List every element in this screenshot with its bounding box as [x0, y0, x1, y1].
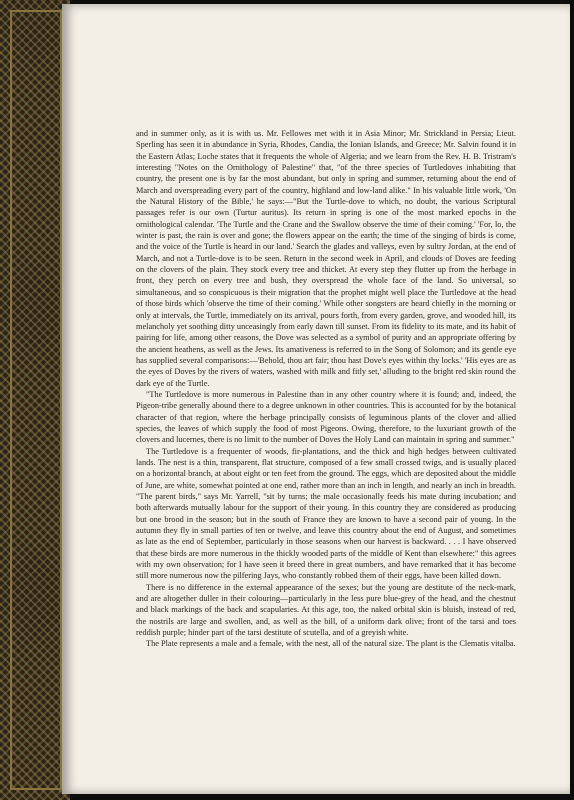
paragraph-5: The Plate represents a male and a female, with the nest, all of the natural size. The plant is the Clematis vitalba. — [146, 639, 516, 649]
binding-border — [10, 10, 62, 790]
paragraph-4: There is no difference in the external appearance of the sexes; but the young are destitute of the neck-mark, and are altogether duller in their colouring—particularly in the less pure blue-grey of the head, and the chestnut and black markings of the back and scapularies. At this age, too, the naked orbital skin is bluish, instead of red, the nostrils are large and swollen, and, as well as the bill, of a uniform dark olive; front of the tarsi and toes reddish purple; hinder part of the tarsi destitute of scutella, and of a greyish white. — [136, 582, 516, 638]
paragraph-1: and in summer only, as it is with us. Mr. Fellowes met with it in Asia Minor; Mr. Strickland in Persia; Lieut. Sperling has seen it in abundance in Syria, Rhodes, Candia, the Ionian Islands, and Greece; Mr. Salvin found it in the Eastern Atlas; Loche states that it frequents the whole of Algeria; and we learn from the Rev. H. B. Tristram's interesting "Notes on the Ornithology of Palestine" that, "of the three species of Turtledoves inhabiting that country, the present one is by far the most abundant, but only in spring and summer, returning about the end of March and overspreading every part of the country, highland and low-land alike." In his valuable little work, 'On the Natural History of the Bible,' he says:—"But the Turtle-dove to which, no doubt, the various Scriptural passages refer is our own (Turtur auritus). Its return in spring is one of the most marked epochs in the ornithological calendar. 'The Turtle and the Crane and the Swallow observe the time of their coming.' 'For, lo, the winter is past, the rain is over and gone; the flowers appear on the earth; the time of the singing of birds is come, and the voice of the Turtle is heard in our land.' Search the glades and valleys, even by sultry Jordan, at the end of March, and not a Turtle-dove is to be seen. Return in the second week in April, and clouds of Doves are feeding on the clovers of the plain. They stock every tree and thicket. At every step they flutter up from the herbage in front, they perch on every tree and bush, they overspread the whole face of the land. So universal, so simultaneous, and so conspicuous is their migration that the prophet might well place the Turtledove at the head of those birds which 'observe the time of their coming.' While other songsters are heard chiefly in the morning or only at intervals, the Turtle, immediately on its arrival, pours forth, from every garden, grove, and wooded hill, its melancholy yet soothing ditty unceasingly from early dawn till sunset. From its fidelity to its mate, and its habit of pairing for life, among other reasons, the Dove was selected as a symbol of purity and an appropriate offering by the ancient heathens, as well as the Jews. Its amativeness is referred to in the Song of Solomon; and its gentle eye has supplied several comparisons:—'Behold, thou art fair; thou hast Dove's eyes within thy locks.' 'His eyes are as the eyes of Doves by the rivers of waters, washed with milk and fitly set,' alluding to the bright red skin round the dark eye of the Turtle. — [136, 129, 516, 388]
book-binding — [0, 0, 70, 800]
paragraph-3: The Turtledove is a frequenter of woods, fir-plantations, and the thick and high hedges between cultivated lands. The nest is a thin, transparent, flat structure, composed of a few small crossed twigs, and is usually placed on a horizontal branch, at about eight or ten feet from the ground. The eggs, which are deposited about the middle of June, are white, somewhat pointed at one end, rather more than an inch in length, and nearly an inch in breadth. "The parent birds," says Mr. Yarrell, "sit by turns; the male occasionally feeds his mate during incubation; and both afterwards mutually labour for the support of their young. In this country they are considered as producing but one brood in the season; but in the south of France they are known to have a second pair of young. In the autumn they fly in small parties of ten or twelve, and leave this country about the end of August, and sometimes as late as the end of September, particularly in those seasons when our harvest is backward. . . . I have observed that these birds are more numerous in the thickly wooded parts of the middle of Kent than elsewhere:" this agrees with my own observation; for I have seen it breed there in great numbers, and have remarked that it has become still more numerous now the pilfering Jays, who constantly robbed them of their eggs, have been killed down. — [136, 446, 516, 581]
page-text — [136, 128, 516, 650]
paragraph-2: "The Turtledove is more numerous in Palestine than in any other country where it is found; and, indeed, the Pigeon-tribe generally abound there to a degree unknown in other countries. This is accounted for by the botanical character of that region, where the herbage principally consists of leguminous plants of the clover and allied species, the leaves of which supply the food of most Pigeons. Owing, therefore, to the luxuriant growth of the clovers and lucernes, there is no limit to the number of Doves the Holy Land can maintain in spring and summer." — [136, 389, 516, 445]
